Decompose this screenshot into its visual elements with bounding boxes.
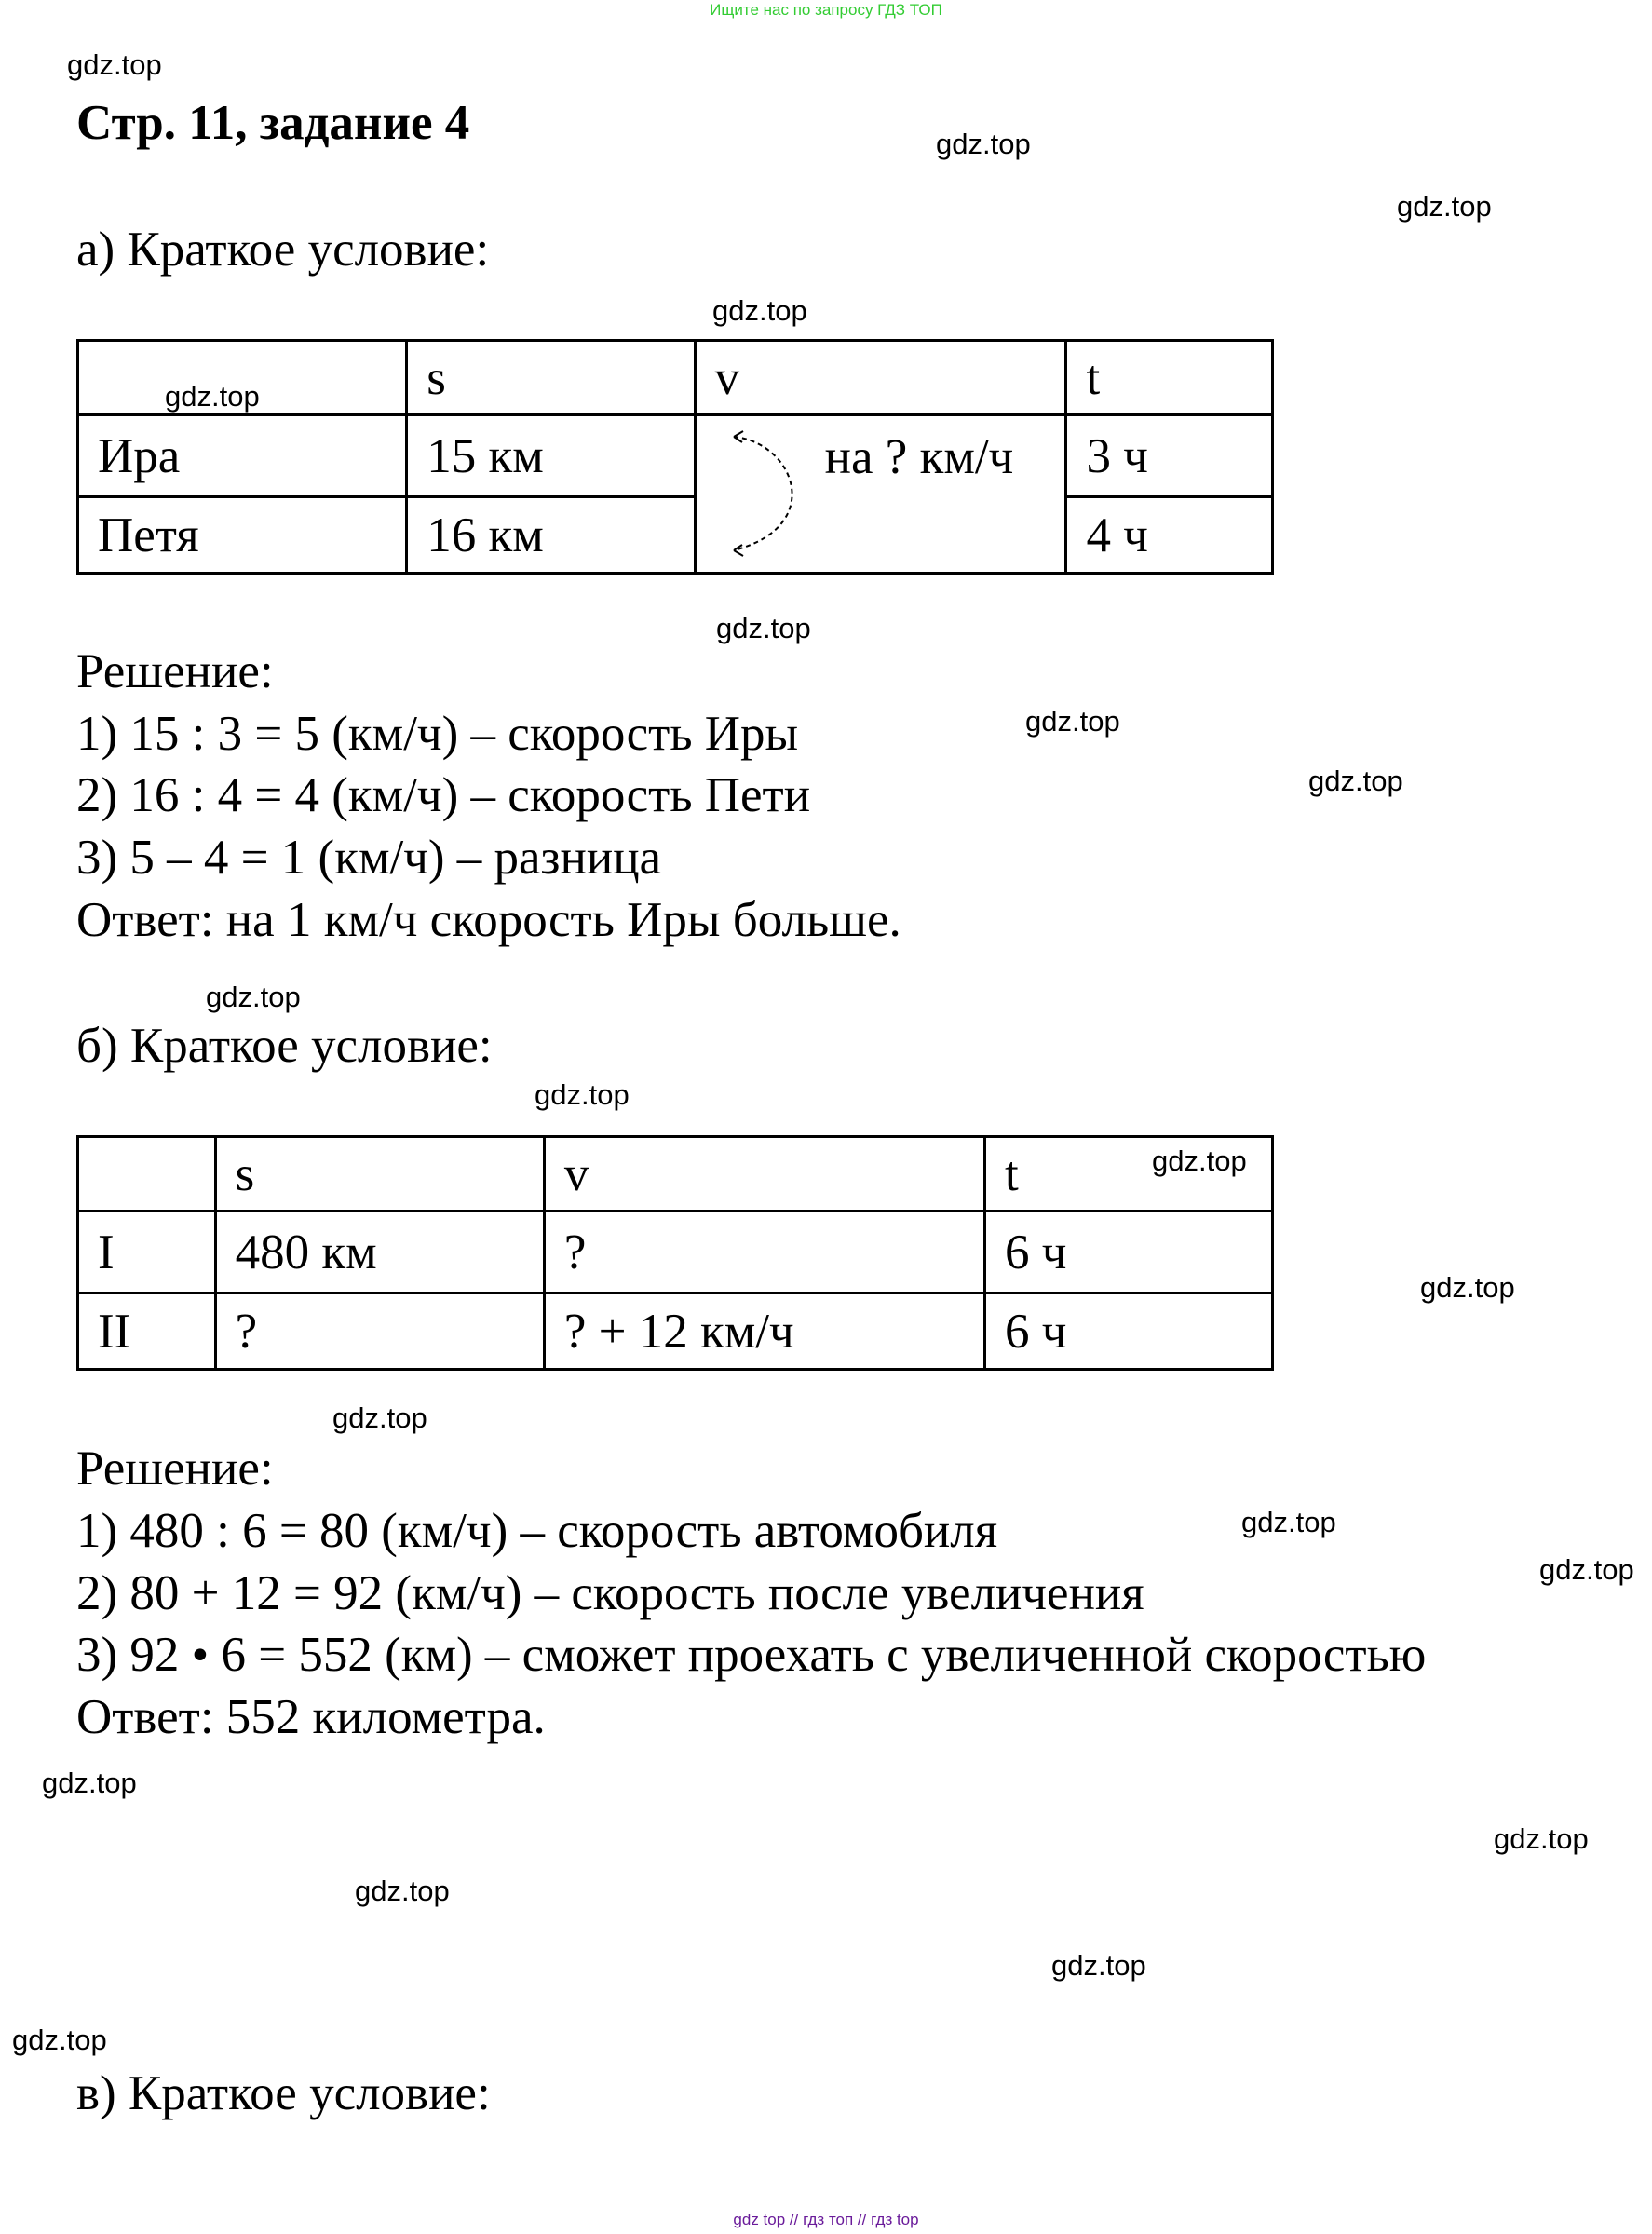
- watermark: gdz.top: [1494, 1822, 1589, 1855]
- table-row: [78, 415, 1273, 497]
- watermark: gdz.top: [165, 380, 260, 413]
- speed-cell: ? + 12 км/ч: [544, 1293, 984, 1370]
- search-banner: Ищите нас по запросу ГДЗ ТОП: [710, 1, 942, 19]
- time-cell: 6 ч: [984, 1212, 1272, 1293]
- part-b-heading: б) Краткое условие:: [76, 1019, 493, 1073]
- watermark: gdz.top: [12, 2024, 107, 2056]
- row-label-cell: II: [78, 1293, 216, 1370]
- part-b-answer: Ответ: 552 километра.: [76, 1690, 546, 1744]
- table-header-row: [78, 1137, 1273, 1212]
- table-row: [78, 1212, 1273, 1293]
- watermark: gdz.top: [712, 294, 807, 327]
- part-c-heading: в) Краткое условие:: [76, 2066, 491, 2120]
- time-cell: 4 ч: [1066, 497, 1273, 574]
- part-a-step-2: 2) 16 : 4 = 4 (км/ч) – скорость Пети: [76, 768, 811, 822]
- part-b-condition-table: [76, 1135, 1274, 1371]
- header-cell-v: v: [695, 341, 1066, 415]
- part-b-step-2: 2) 80 + 12 = 92 (км/ч) – скорость после увеличения: [76, 1566, 1144, 1620]
- watermark: gdz.top: [42, 1767, 137, 1799]
- distance-cell: 16 км: [407, 497, 695, 574]
- distance-cell: 15 км: [407, 415, 695, 497]
- time-cell: 3 ч: [1066, 415, 1273, 497]
- part-a-answer: Ответ: на 1 км/ч скорость Иры больше.: [76, 893, 901, 947]
- part-a-step-3: 3) 5 – 4 = 1 (км/ч) – разница: [76, 831, 662, 885]
- part-b-step-1: 1) 480 : 6 = 80 (км/ч) – скорость автомобиля: [76, 1504, 998, 1558]
- speed-cell: ?: [544, 1212, 984, 1293]
- page-title: Стр. 11, задание 4: [76, 96, 470, 150]
- time-cell: 6 ч: [984, 1293, 1272, 1370]
- header-cell-s: s: [215, 1137, 544, 1212]
- header-cell-v: v: [544, 1137, 984, 1212]
- table-row: [78, 1293, 1273, 1370]
- header-cell-s: s: [407, 341, 695, 415]
- header-cell-empty: [78, 1137, 216, 1212]
- header-cell-t: t: [1066, 341, 1273, 415]
- watermark: gdz.top: [936, 128, 1031, 160]
- speed-difference-label: на ? км/ч: [824, 430, 1014, 484]
- part-b-solution-label: Решение:: [76, 1442, 274, 1496]
- watermark: gdz.top: [1420, 1271, 1515, 1304]
- distance-cell: 480 км: [215, 1212, 544, 1293]
- comparison-arc-icon: [724, 424, 808, 563]
- row-label-cell: I: [78, 1212, 216, 1293]
- watermark: gdz.top: [1308, 765, 1403, 797]
- watermark: gdz.top: [716, 612, 811, 644]
- watermark: gdz.top: [1397, 190, 1492, 223]
- watermark: gdz.top: [1051, 1949, 1146, 1982]
- part-a-step-1: 1) 15 : 3 = 5 (км/ч) – скорость Иры: [76, 707, 799, 761]
- watermark: gdz.top: [355, 1875, 450, 1907]
- watermark: gdz.top: [332, 1401, 427, 1434]
- table-row: [78, 497, 1273, 574]
- distance-cell: ?: [215, 1293, 544, 1370]
- row-label-cell: Петя: [78, 497, 407, 574]
- part-a-solution-label: Решение:: [76, 644, 274, 698]
- part-a-heading: а) Краткое условие:: [76, 223, 490, 277]
- watermark: gdz.top: [535, 1078, 630, 1111]
- watermark: gdz.top: [67, 48, 162, 81]
- part-a-condition-table: [76, 339, 1274, 575]
- watermark: gdz.top: [1025, 705, 1120, 738]
- header-cell-t: t: [984, 1137, 1272, 1212]
- row-label-cell: Ира: [78, 415, 407, 497]
- part-b-step-3: 3) 92 • 6 = 552 (км) – сможет проехать с увеличенной скоростью: [76, 1628, 1427, 1682]
- watermark: gdz.top: [1539, 1553, 1634, 1586]
- watermark: gdz.top: [206, 981, 301, 1013]
- speed-comparison-cell: [695, 415, 1066, 574]
- watermark: gdz.top: [1152, 1144, 1247, 1177]
- footer-watermark: gdz top // гдз топ // гдз top: [733, 2211, 919, 2228]
- watermark: gdz.top: [1241, 1506, 1336, 1538]
